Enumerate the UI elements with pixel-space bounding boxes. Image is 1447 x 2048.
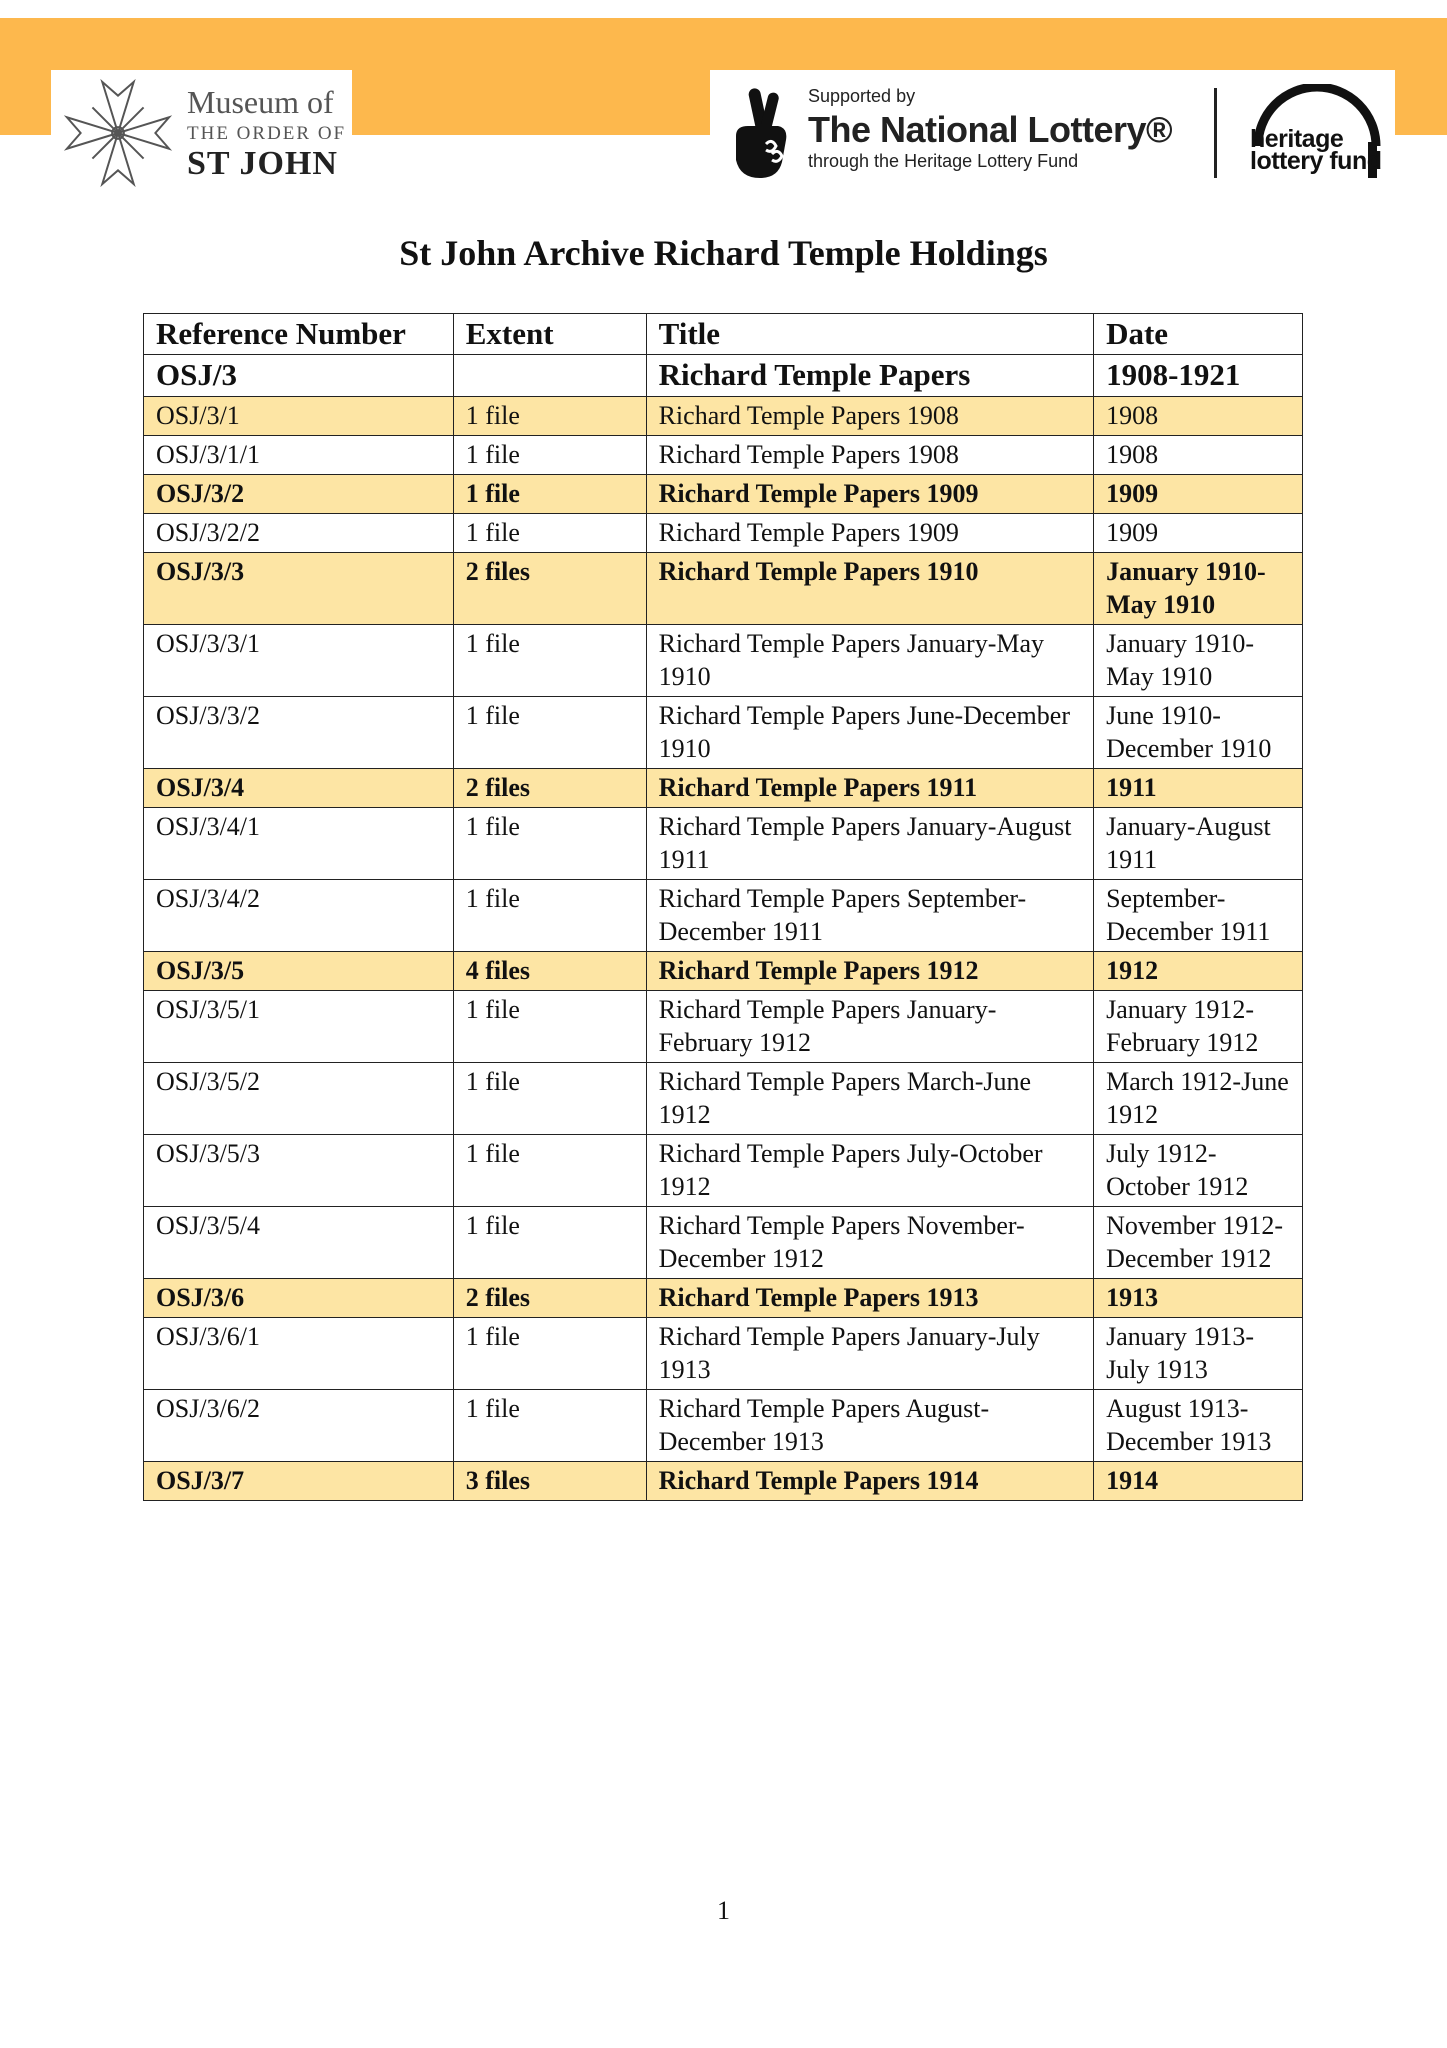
cell-title: Richard Temple Papers 1909 <box>646 475 1093 514</box>
cell-date: September-December 1911 <box>1094 880 1303 952</box>
cell-ref: OSJ/3/2/2 <box>144 514 454 553</box>
national-lottery-name: The National Lottery® <box>808 109 1173 150</box>
cell-ref: OSJ/3 <box>144 355 454 397</box>
page-number: 1 <box>717 1896 730 1925</box>
cell-date: January 1912-February 1912 <box>1094 991 1303 1063</box>
header-title: Title <box>646 314 1093 355</box>
cell-date: 1913 <box>1094 1279 1303 1318</box>
cell-title: Richard Temple Papers June-December 1910 <box>646 697 1093 769</box>
lottery-logo-panel <box>710 70 1395 196</box>
cell-date: 1912 <box>1094 952 1303 991</box>
table-row <box>144 769 1303 808</box>
cell-ref: OSJ/3/3/1 <box>144 625 454 697</box>
cell-title: Richard Temple Papers 1911 <box>646 769 1093 808</box>
table-row <box>144 1207 1303 1279</box>
cell-extent: 2 files <box>453 1279 646 1318</box>
table-row <box>144 991 1303 1063</box>
cell-ref: OSJ/3/6/1 <box>144 1318 454 1390</box>
table-row <box>144 880 1303 952</box>
cell-title: Richard Temple Papers 1912 <box>646 952 1093 991</box>
cell-date: January-August 1911 <box>1094 808 1303 880</box>
cell-extent: 1 file <box>453 397 646 436</box>
cell-title: Richard Temple Papers January-July 1913 <box>646 1318 1093 1390</box>
cell-date: 1908-1921 <box>1094 355 1303 397</box>
cell-extent: 3 files <box>453 1462 646 1501</box>
table-row-top-level <box>144 355 1303 397</box>
cell-extent: 1 file <box>453 1390 646 1462</box>
table-row <box>144 397 1303 436</box>
cell-date: 1914 <box>1094 1462 1303 1501</box>
cell-ref: OSJ/3/5/1 <box>144 991 454 1063</box>
cell-extent <box>453 355 646 397</box>
cell-date: January 1913-July 1913 <box>1094 1318 1303 1390</box>
cell-title: Richard Temple Papers November-December 1912 <box>646 1207 1093 1279</box>
table-row <box>144 475 1303 514</box>
cell-title: Richard Temple Papers <box>646 355 1093 397</box>
cell-extent: 1 file <box>453 1063 646 1135</box>
cell-extent: 1 file <box>453 625 646 697</box>
cell-ref: OSJ/3/7 <box>144 1462 454 1501</box>
header-date: Date <box>1094 314 1303 355</box>
museum-logo-line3: ST JOHN <box>187 144 338 182</box>
cell-title: Richard Temple Papers 1913 <box>646 1279 1093 1318</box>
cell-extent: 2 files <box>453 553 646 625</box>
cell-date: 1911 <box>1094 769 1303 808</box>
holdings-table <box>143 313 1303 1501</box>
cell-extent: 1 file <box>453 697 646 769</box>
table-row <box>144 1390 1303 1462</box>
cell-ref: OSJ/3/6 <box>144 1279 454 1318</box>
table-row <box>144 514 1303 553</box>
cell-date: 1908 <box>1094 397 1303 436</box>
cell-extent: 1 file <box>453 1207 646 1279</box>
table-row <box>144 697 1303 769</box>
cell-extent: 1 file <box>453 880 646 952</box>
cell-extent: 1 file <box>453 1135 646 1207</box>
table-row <box>144 553 1303 625</box>
cell-title: Richard Temple Papers August-December 1913 <box>646 1390 1093 1462</box>
cell-date: 1908 <box>1094 436 1303 475</box>
cell-title: Richard Temple Papers 1908 <box>646 436 1093 475</box>
table-row <box>144 808 1303 880</box>
table-row <box>144 1135 1303 1207</box>
cell-title: Richard Temple Papers January-August 1911 <box>646 808 1093 880</box>
table-header-row <box>144 314 1303 355</box>
cell-ref: OSJ/3/3/2 <box>144 697 454 769</box>
cell-date: 1909 <box>1094 475 1303 514</box>
cell-ref: OSJ/3/4/1 <box>144 808 454 880</box>
cell-ref: OSJ/3/1 <box>144 397 454 436</box>
cell-title: Richard Temple Papers 1914 <box>646 1462 1093 1501</box>
table-row <box>144 952 1303 991</box>
cell-date: July 1912-October 1912 <box>1094 1135 1303 1207</box>
table-row <box>144 436 1303 475</box>
cell-title: Richard Temple Papers January-May 1910 <box>646 625 1093 697</box>
cell-ref: OSJ/3/2 <box>144 475 454 514</box>
supported-by-text: Supported by <box>808 86 916 106</box>
cell-ref: OSJ/3/4 <box>144 769 454 808</box>
maltese-cross-icon <box>59 74 177 192</box>
header-extent: Extent <box>453 314 646 355</box>
table-row <box>144 1462 1303 1501</box>
cell-title: Richard Temple Papers 1908 <box>646 397 1093 436</box>
museum-logo-line1: Museum of <box>187 83 334 120</box>
cell-extent: 1 file <box>453 475 646 514</box>
cell-date: January 1910-May 1910 <box>1094 553 1303 625</box>
table-row <box>144 1279 1303 1318</box>
cell-title: Richard Temple Papers September-December 1911 <box>646 880 1093 952</box>
cell-date: August 1913-December 1913 <box>1094 1390 1303 1462</box>
cell-ref: OSJ/3/6/2 <box>144 1390 454 1462</box>
cell-extent: 4 files <box>453 952 646 991</box>
cell-date: January 1910-May 1910 <box>1094 625 1303 697</box>
cell-extent: 1 file <box>453 436 646 475</box>
hlf-line1: heritage <box>1250 125 1344 153</box>
header-reference: Reference Number <box>144 314 454 355</box>
cell-title: Richard Temple Papers January-February 1912 <box>646 991 1093 1063</box>
cell-date: June 1910-December 1910 <box>1094 697 1303 769</box>
heritage-fund-subtitle: through the Heritage Lottery Fund <box>808 151 1079 171</box>
table-row <box>144 1063 1303 1135</box>
cell-extent: 2 files <box>453 769 646 808</box>
cell-ref: OSJ/3/5 <box>144 952 454 991</box>
hlf-line2: lottery fund <box>1250 147 1382 175</box>
cell-ref: OSJ/3/5/2 <box>144 1063 454 1135</box>
cell-ref: OSJ/3/5/4 <box>144 1207 454 1279</box>
document-title: St John Archive Richard Temple Holdings <box>399 233 1048 273</box>
cell-ref: OSJ/3/5/3 <box>144 1135 454 1207</box>
table-row <box>144 625 1303 697</box>
table-row <box>144 1318 1303 1390</box>
museum-logo <box>51 70 352 196</box>
cell-extent: 1 file <box>453 991 646 1063</box>
museum-logo-line2: THE ORDER OF <box>187 122 347 144</box>
crossed-fingers-icon <box>726 86 798 180</box>
cell-date: March 1912-June 1912 <box>1094 1063 1303 1135</box>
cell-ref: OSJ/3/1/1 <box>144 436 454 475</box>
cell-date: 1909 <box>1094 514 1303 553</box>
cell-ref: OSJ/3/4/2 <box>144 880 454 952</box>
cell-extent: 1 file <box>453 1318 646 1390</box>
cell-extent: 1 file <box>453 808 646 880</box>
cell-extent: 1 file <box>453 514 646 553</box>
cell-title: Richard Temple Papers 1909 <box>646 514 1093 553</box>
cell-title: Richard Temple Papers July-October 1912 <box>646 1135 1093 1207</box>
cell-date: November 1912-December 1912 <box>1094 1207 1303 1279</box>
logo-divider <box>1214 88 1217 178</box>
cell-ref: OSJ/3/3 <box>144 553 454 625</box>
cell-title: Richard Temple Papers 1910 <box>646 553 1093 625</box>
cell-title: Richard Temple Papers March-June 1912 <box>646 1063 1093 1135</box>
